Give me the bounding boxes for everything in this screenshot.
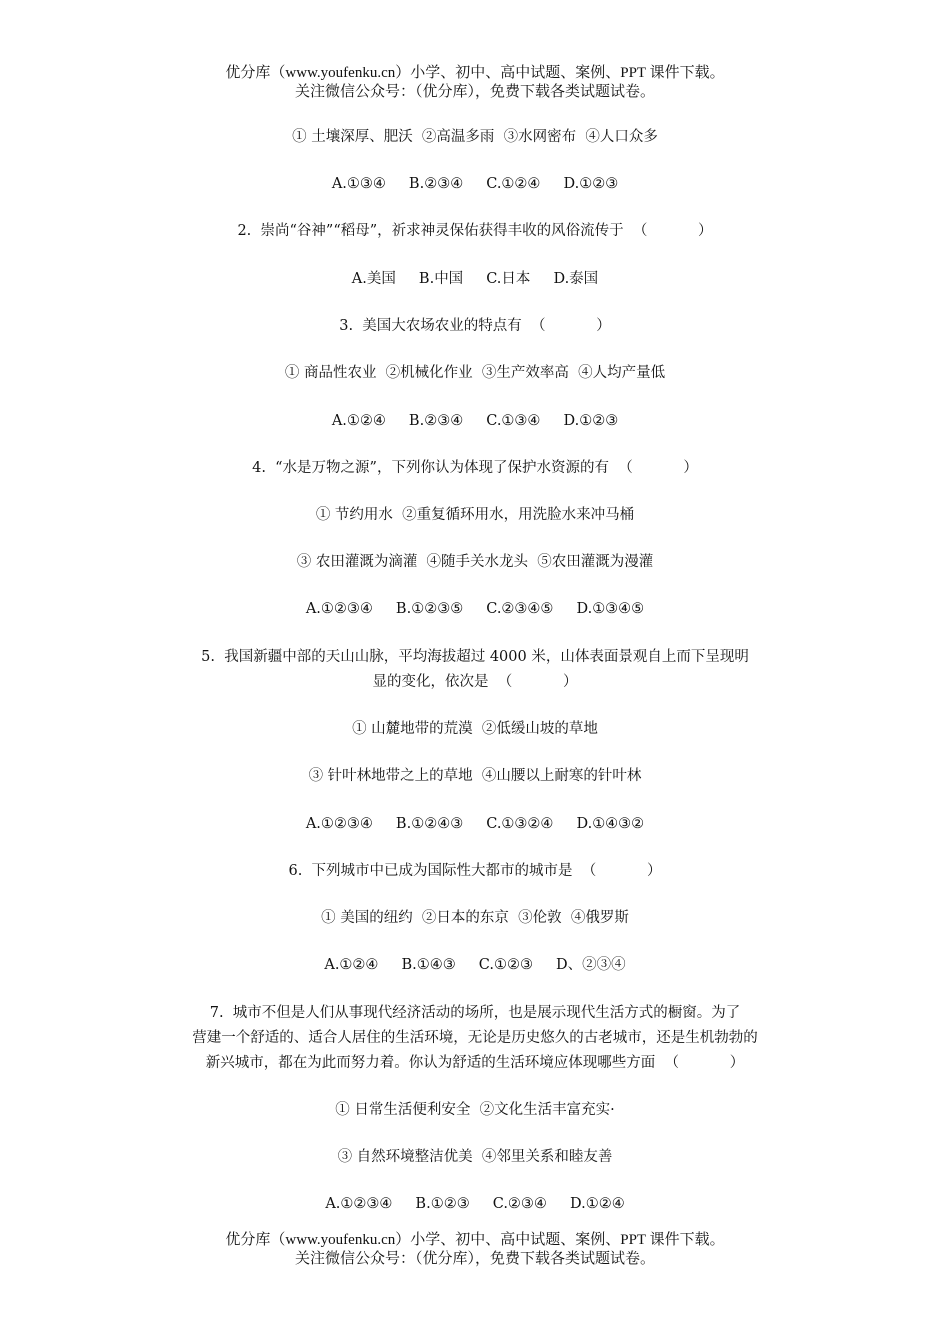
page-footer: [0, 1231, 950, 1269]
q6-stem: 6. 下列城市中已成为国际性大都市的城市是 （ ）: [288, 863, 662, 879]
q4-stem: 4. “水是万物之源”，下列你认为体现了保护水资源的有 （ ）: [252, 460, 698, 476]
page-header: [0, 64, 950, 102]
q3-options: ① 商品性农业 ②机械化作业 ③生产效率高 ④人均产量低: [284, 365, 666, 381]
q7-stem-3: 新兴城市，都在为此而努力着。你认为舒适的生活环境应体现哪些方面 （ ）: [205, 1055, 745, 1071]
q5-stem-2: 显的变化，依次是 （ ）: [372, 674, 578, 690]
q5-choices: A.①②③④ B.①②④③ C.①③②④ D.①④③②: [305, 816, 645, 832]
q1-options: ① 土壤深厚、肥沃 ②高温多雨 ③水网密布 ④人口众多: [292, 129, 658, 145]
q3-stem: 3. 美国大农场农业的特点有 （ ）: [339, 318, 611, 334]
q7-options-2: ③ 自然环境整洁优美 ④邻里关系和睦友善: [337, 1149, 613, 1165]
q5-options-2: ③ 针叶林地带之上的草地 ④山腰以上耐寒的针叶林: [308, 768, 642, 784]
q6-choices: A.①②④ B.①④③ C.①②③ D、②③④: [324, 957, 626, 973]
q7-options-1: ① 日常生活便利安全 ②文化生活丰富充实·: [335, 1102, 615, 1118]
q4-options-1: ① 节约用水 ②重复循环用水，用洗脸水来冲马桶: [315, 507, 635, 523]
q7-choices: A.①②③④ B.①②③ C.②③④ D.①②④: [325, 1196, 625, 1212]
q7-stem-1: 7. 城市不但是人们从事现代经济活动的场所，也是展示现代生活方式的橱窗。为了: [209, 1005, 741, 1021]
q5-stem-1: 5. 我国新疆中部的天山山脉，平均海拔超过 4000 米，山体表面景观自上而下呈现明: [201, 649, 749, 665]
q4-options-2: ③ 农田灌溉为滴灌 ④随手关水龙头 ⑤农田灌溉为漫灌: [296, 554, 654, 570]
q6-options: ① 美国的纽约 ②日本的东京 ③伦敦 ④俄罗斯: [321, 910, 629, 926]
q4-choices: A.①②③④ B.①②③⑤ C.②③④⑤ D.①③④⑤: [305, 601, 645, 617]
q1-choices: A.①③④ B.②③④ C.①②④ D.①②③: [331, 176, 619, 192]
q3-choices: A.①②④ B.②③④ C.①③④ D.①②③: [331, 413, 619, 429]
q7-stem-2: 营建一个舒适的、适合人居住的生活环境，无论是历史悠久的古老城市，还是生机勃勃的: [192, 1030, 758, 1046]
header-line-2: 关注微信公众号：（优分库），免费下载各类试题试卷。: [294, 84, 655, 100]
q5-options-1: ① 山麓地带的荒漠 ②低缓山坡的草地: [352, 721, 598, 737]
footer-line-1: 优分库（www.youfenku.cn）小学、初中、高中试题、案例、PPT 课件下载。: [225, 1232, 725, 1248]
q2-stem: 2. 崇尚“谷神”“稻母”，祈求神灵保佑获得丰收的风俗流传于 （ ）: [237, 223, 713, 239]
header-line-1: 优分库（www.youfenku.cn）小学、初中、高中试题、案例、PPT 课件下载。: [225, 65, 725, 81]
footer-line-2: 关注微信公众号：（优分库），免费下载各类试题试卷。: [294, 1251, 655, 1267]
q2-choices: A.美国 B.中国 C.日本 D.泰国: [351, 271, 599, 287]
